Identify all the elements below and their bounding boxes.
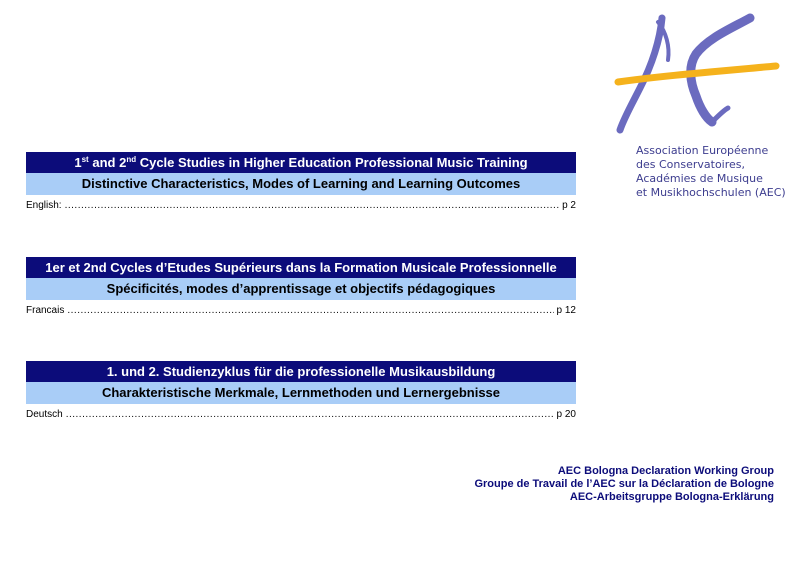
- toc-page-number: p 2: [562, 200, 576, 211]
- toc-leader-dots: [66, 407, 554, 422]
- toc-entry-english[interactable]: [26, 198, 576, 213]
- title-part: 1: [74, 155, 82, 170]
- toc-entry-german[interactable]: [26, 407, 576, 422]
- footer-line-french: Groupe de Travail de l’AEC sur la Déclaration de Bologne: [474, 478, 774, 490]
- section-title: 1. und 2. Studienzyklus für die professionelle Musikausbildung: [26, 361, 576, 382]
- section-subtitle: Distinctive Characteristics, Modes of Learning and Learning Outcomes: [26, 173, 576, 195]
- section-subtitle: Spécificités, modes d’apprentissage et objectifs pédagogiques: [26, 278, 576, 300]
- section-german: [26, 361, 576, 422]
- working-group-footer: [474, 465, 774, 504]
- toc-leader-dots: [67, 303, 553, 318]
- toc-page-number: p 12: [556, 305, 576, 316]
- logo-text-line: et Musikhochschulen (AEC): [636, 186, 786, 199]
- logo-text-line: Association Européenne: [636, 144, 769, 157]
- logo-text-line: Académies de Musique: [636, 172, 763, 185]
- title-part: and 2: [88, 155, 127, 170]
- toc-language: Deutsch: [26, 409, 63, 420]
- section-subtitle: Charakteristische Merkmale, Lernmethoden und Lernergebnisse: [26, 382, 576, 404]
- aec-logo-text: [636, 144, 786, 200]
- section-english: [26, 152, 576, 213]
- aec-logo-mark: [600, 10, 790, 145]
- footer-line-german: AEC-Arbeitsgruppe Bologna-Erklärung: [569, 491, 774, 503]
- logo-text-line: des Conservatoires,: [636, 158, 746, 171]
- section-title: 1er et 2nd Cycles d’Etudes Supérieurs dans la Formation Musicale Professionnelle: [26, 257, 576, 278]
- aec-logo: [600, 10, 790, 210]
- title-superscript: nd: [126, 155, 137, 164]
- toc-leader-dots: [65, 198, 560, 213]
- toc-entry-french[interactable]: [26, 303, 576, 318]
- toc-page-number: p 20: [556, 409, 576, 420]
- title-part: Cycle Studies in Higher Education Professional Music Training: [136, 155, 528, 170]
- section-title: [26, 152, 576, 173]
- toc-language: English:: [26, 200, 62, 211]
- toc-language: Francais: [26, 305, 65, 316]
- section-french: [26, 257, 576, 318]
- title-superscript: st: [81, 155, 89, 164]
- footer-line-english: AEC Bologna Declaration Working Group: [557, 465, 774, 477]
